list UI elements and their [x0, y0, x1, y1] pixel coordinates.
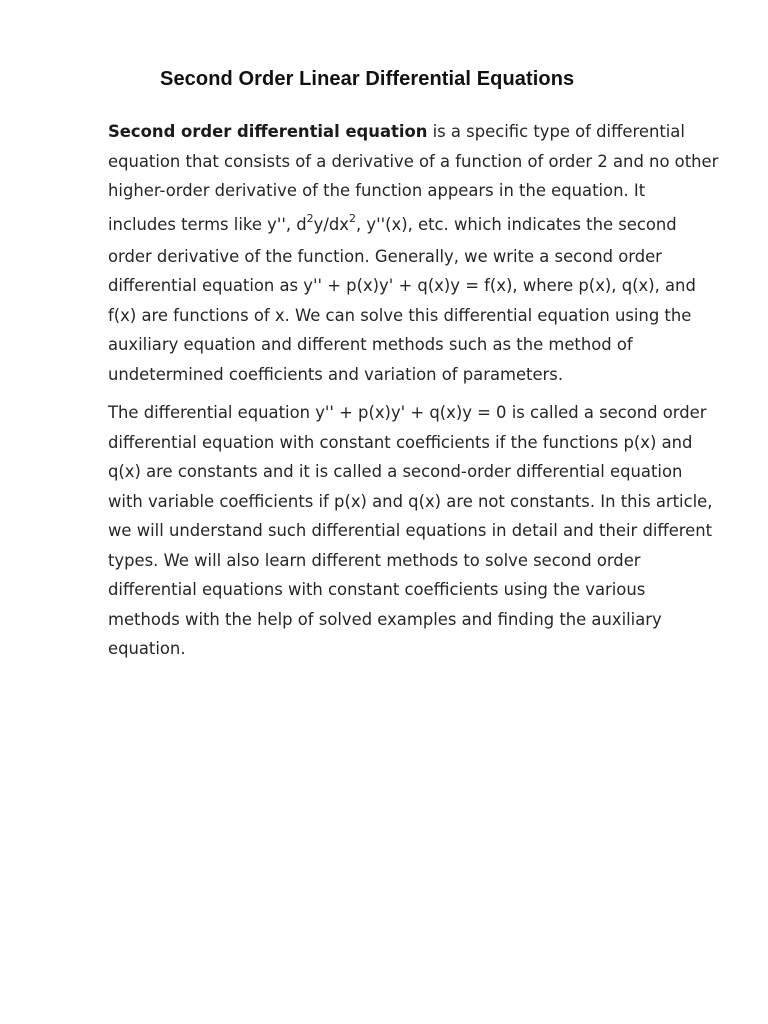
paragraph-line: types. We will also learn different methods to solve second order — [108, 550, 641, 570]
paragraph-line: methods with the help of solved examples and finding the auxiliary — [108, 609, 662, 629]
paragraph-line: differential equations with constant coefficients using the various — [108, 580, 646, 599]
paragraph-line — [108, 117, 728, 147]
paragraph-intro — [108, 117, 728, 389]
paragraph-line: differential equation as y'' + p(x)y' + q(x)y = f(x), where p(x), q(x), and — [108, 276, 696, 295]
document-title: Second Order Linear Differential Equations — [160, 68, 575, 90]
paragraph-line: auxiliary equation and different methods such as the method of — [108, 335, 633, 354]
paragraph-line: higher-order derivative of the function appears in the equation. It — [108, 181, 646, 200]
paragraph-line: we will understand such differential equations in detail and their different — [108, 521, 713, 540]
superscript: 2 — [348, 212, 356, 226]
line-text: is a specific type of differential — [427, 122, 685, 141]
bold-term: Second order differential equation — [108, 122, 428, 141]
paragraph-line: with variable coefficients if p(x) and q(x) are not constants. In this article, — [108, 491, 713, 511]
paragraph-line: equation. — [108, 639, 186, 658]
paragraph-line: equation that consists of a derivative of a function of order 2 and no other — [108, 151, 719, 171]
paragraph-line — [108, 206, 728, 242]
paragraph-details — [108, 398, 728, 664]
line-text: y/dx — [313, 214, 349, 234]
paragraph-line: differential equation with constant coefficients if the functions p(x) and — [108, 432, 693, 452]
paragraph-line: undetermined coefficients and variation of parameters. — [108, 364, 564, 384]
paragraph-line: The differential equation y'' + p(x)y' + q(x)y = 0 is called a second order — [108, 403, 707, 422]
paragraph-line: order derivative of the function. Generally, we write a second order — [108, 246, 662, 266]
paragraph-line: f(x) are functions of x. We can solve this differential equation using the — [108, 305, 692, 325]
line-text: includes terms like y'', d — [108, 214, 307, 234]
superscript: 2 — [306, 212, 314, 226]
line-text: , y''(x), etc. which indicates the second — [355, 214, 677, 234]
paragraph-line: q(x) are constants and it is called a second-order differential equation — [108, 462, 683, 481]
